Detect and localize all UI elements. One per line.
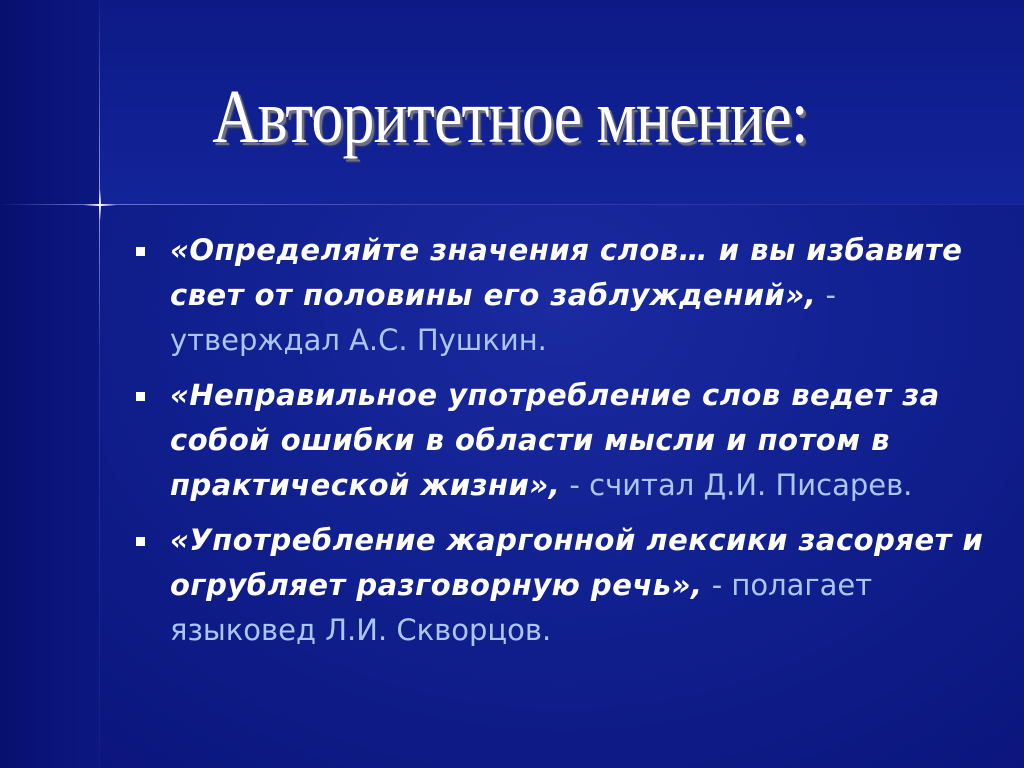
attribution-text: - полагает языковед Л.И. Скворцов.	[170, 568, 873, 647]
left-band	[0, 0, 100, 768]
bullet-square-icon	[136, 537, 145, 546]
quote-text: «Неправильное употребление слов ведет за собой ошибки в области мысли и потом в практической жизни»,	[170, 378, 940, 502]
horizontal-divider	[0, 204, 1024, 205]
attribution-text: - считал Д.И. Писарев.	[560, 468, 913, 502]
bullet-item-pisarev	[130, 373, 990, 508]
bullet-square-icon	[136, 247, 145, 256]
quote-text: «Определяйте значения слов… и вы избавите свет от половины его заблуждений»,	[170, 233, 963, 312]
sparkle-icon	[84, 189, 116, 221]
bullet-item-skvortsov	[130, 518, 990, 653]
attribution-text: - утверждал А.С. Пушкин.	[170, 278, 836, 357]
quote-text: «Употребление жаргонной лексики засоряет и огрубляет разговорную речь»,	[170, 523, 984, 602]
bullet-list	[130, 228, 990, 663]
vertical-divider	[99, 0, 100, 768]
bullet-item-pushkin	[130, 228, 990, 363]
bullet-square-icon	[136, 392, 145, 401]
slide-title: Авторитетное мнение:	[212, 75, 808, 159]
